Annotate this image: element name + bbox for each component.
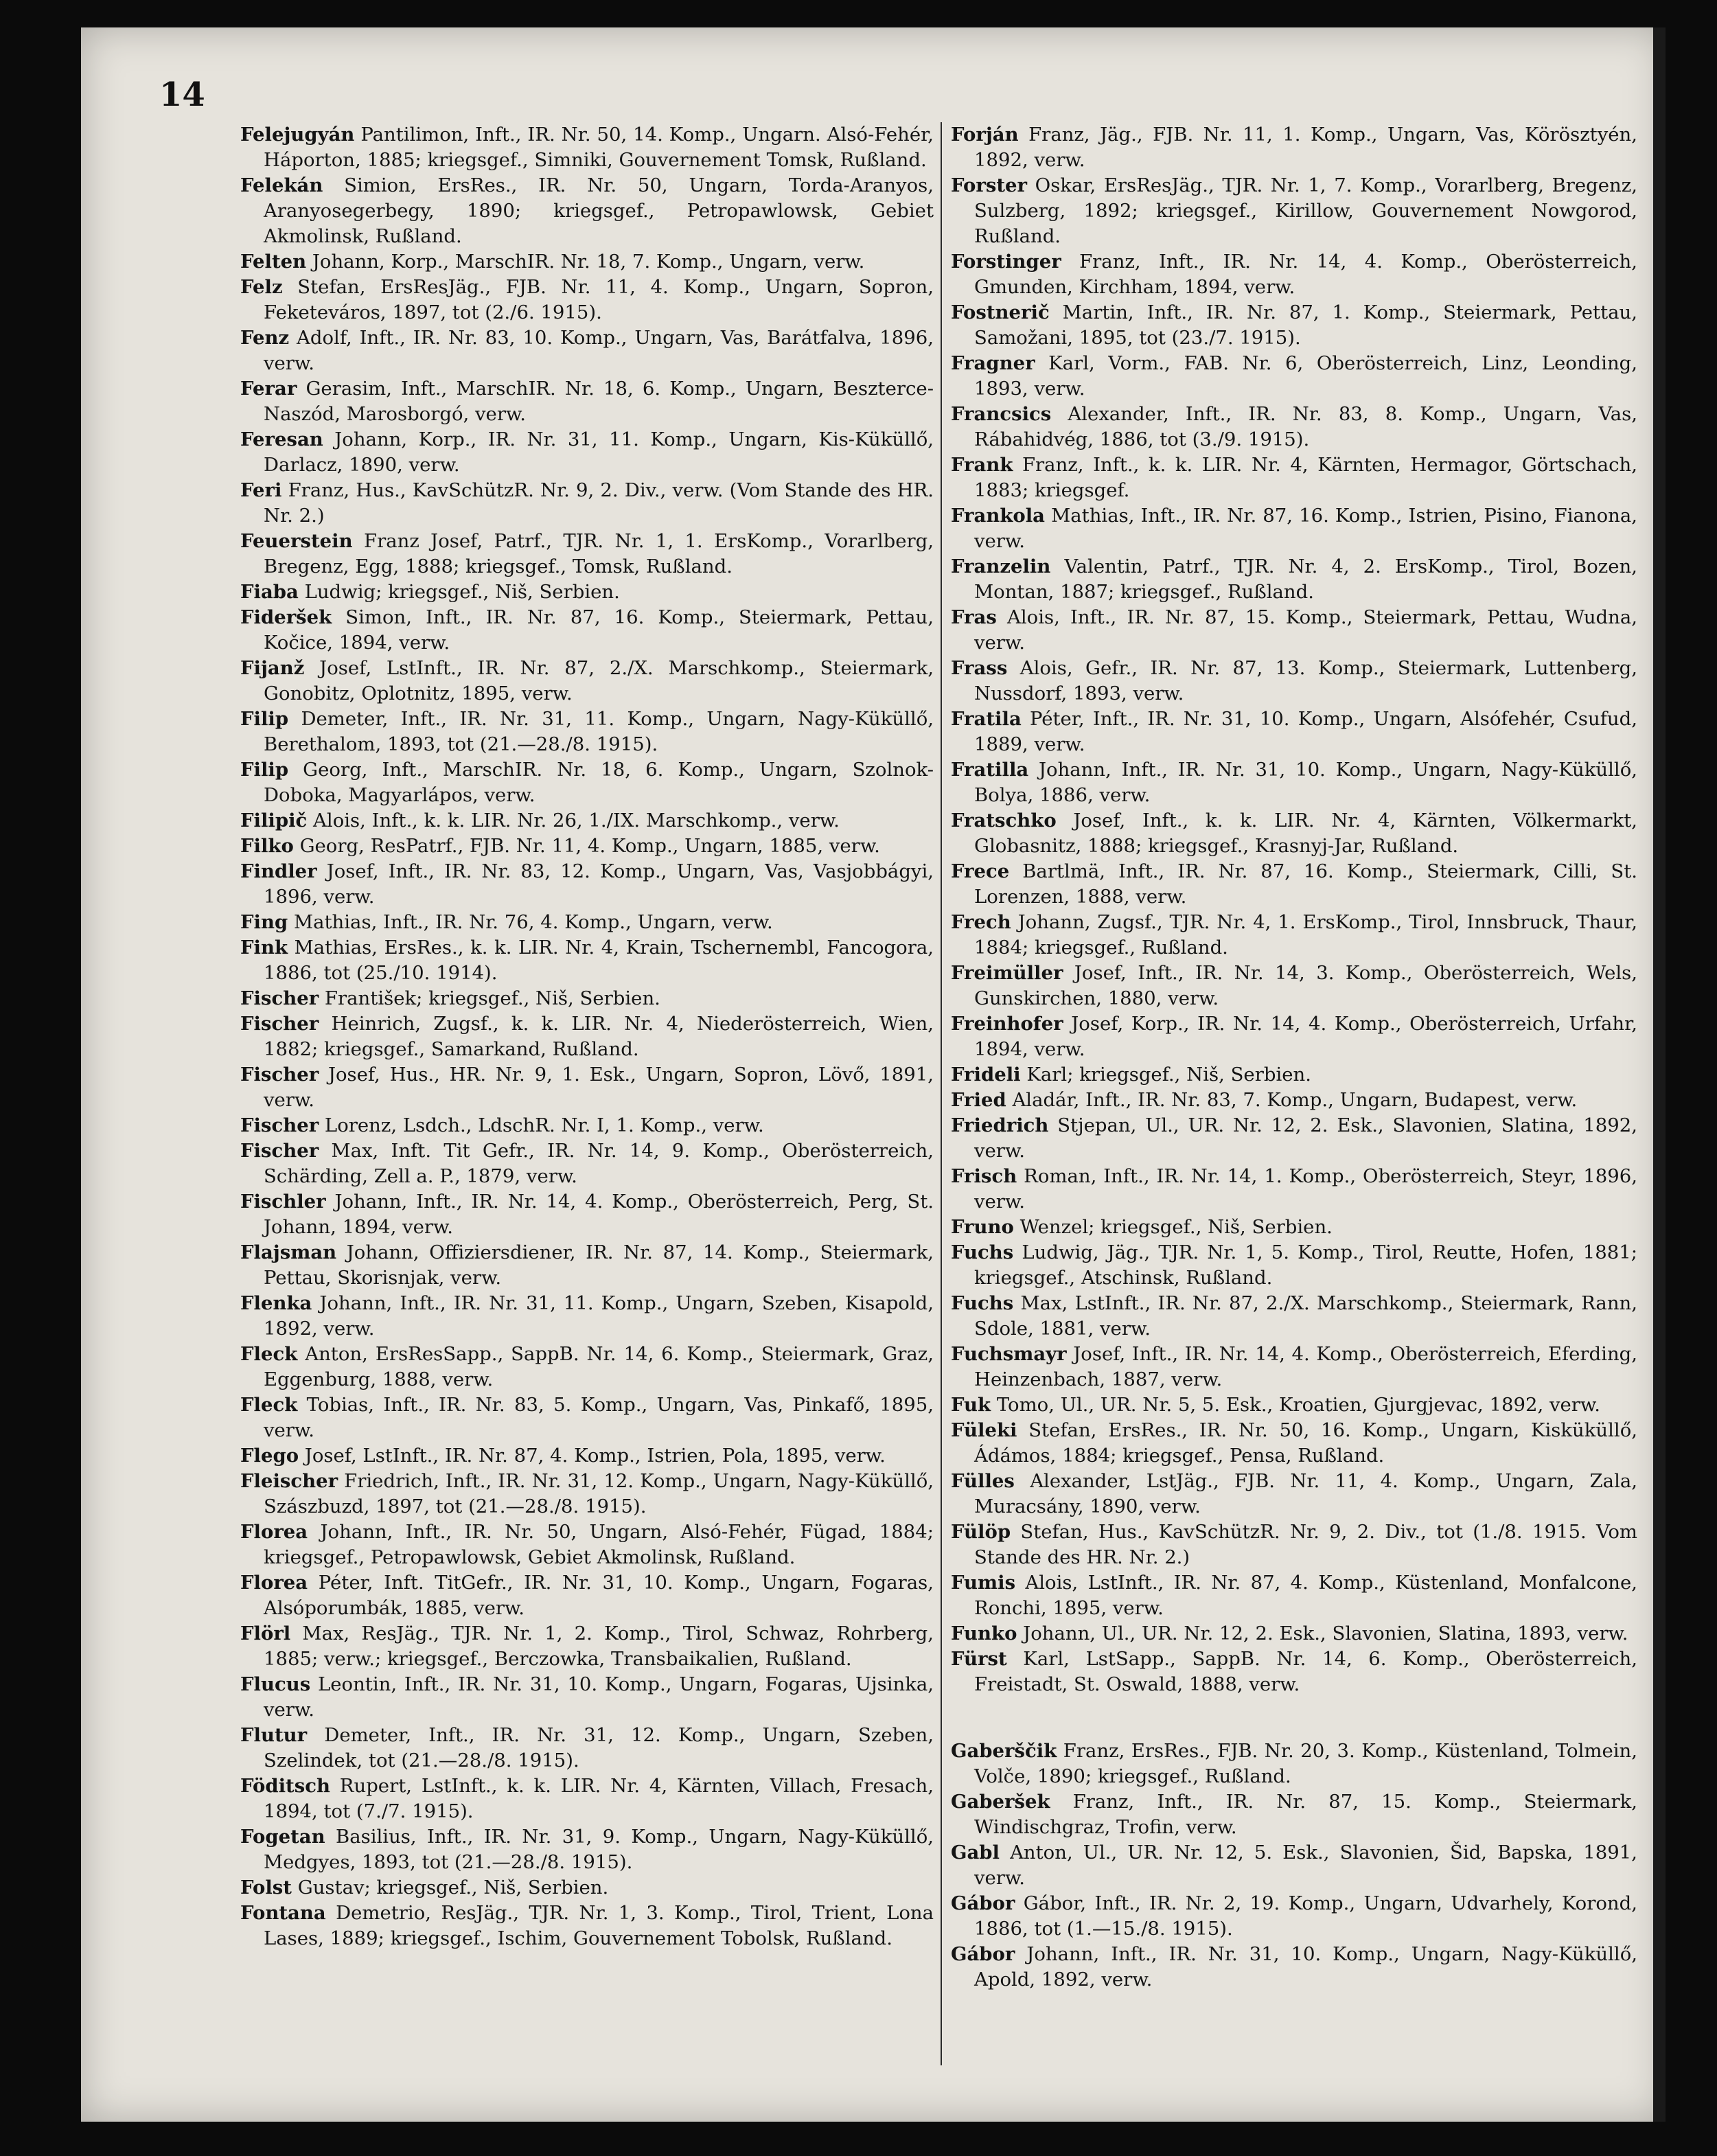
register-entry (951, 1469, 1637, 1519)
register-entry (951, 1240, 1637, 1291)
entry-details: Franz, ErsRes., FJB. Nr. 20, 3. Komp., Küstenland, Tolmein, Volče, 1890; kriegsgef., Rußland. (974, 1740, 1637, 1787)
entry-details: Johann, Korp., MarschIR. Nr. 18, 7. Komp., Ungarn, verw. (306, 251, 865, 273)
register-entry (240, 1901, 934, 1951)
register-entry (951, 1840, 1637, 1891)
entry-details: Alexander, LstJäg., FJB. Nr. 11, 4. Komp., Ungarn, Zala, Muracsány, 1890, verw. (974, 1470, 1637, 1517)
register-entry (240, 834, 934, 859)
entry-details: Gábor, Inft., IR. Nr. 2, 19. Komp., Ungarn, Udvarhely, Korond, 1886, tot (1.—15./8. 1915). (974, 1892, 1637, 1940)
entry-details: Basilius, Inft., IR. Nr. 31, 9. Komp., Ungarn, Nagy-Küküllő, Medgyes, 1893, tot (21.—28./8. 1915). (264, 1826, 934, 1873)
entry-surname: Frank (951, 454, 1013, 476)
entry-details: Josef, LstInft., IR. Nr. 87, 4. Komp., Istrien, Pola, 1895, verw. (299, 1445, 886, 1467)
entry-details: Johann, Inft., IR. Nr. 14, 4. Komp., Oberösterreich, Perg, St. Johann, 1894, verw. (264, 1191, 934, 1238)
register-entry (240, 427, 934, 478)
entry-surname: Fischer (240, 1114, 319, 1136)
register-entry (951, 1342, 1637, 1392)
entry-surname: Fuchs (951, 1241, 1014, 1263)
register-entry (240, 478, 934, 529)
register-entry (951, 1418, 1637, 1469)
entry-details: Mathias, Inft., IR. Nr. 87, 16. Komp., Istrien, Pisino, Fianona, verw. (974, 505, 1637, 552)
register-entry (951, 351, 1637, 402)
register-entry (240, 1875, 934, 1901)
register-entry (240, 859, 934, 910)
register-entry (240, 275, 934, 325)
register-entry (240, 1240, 934, 1291)
register-entry (240, 910, 934, 935)
register-entry (240, 1011, 934, 1062)
entry-details: Franz, Hus., KavSchützR. Nr. 9, 2. Div., verw. (Vom Stande des HR. Nr. 2.) (264, 479, 934, 527)
entry-details: Heinrich, Zugsf., k. k. LIR. Nr. 4, Niederösterreich, Wien, 1882; kriegsgef., Samarkand, Rußland. (264, 1013, 934, 1060)
entry-details: František; kriegsgef., Niš, Serbien. (319, 987, 660, 1009)
entry-surname: Frass (951, 657, 1008, 679)
register-entry (240, 808, 934, 834)
register-entry (951, 1570, 1637, 1621)
register-entry (240, 605, 934, 656)
register-entry (240, 1774, 934, 1824)
entry-details: Franz Josef, Patrf., TJR. Nr. 1, 1. ErsKomp., Vorarlberg, Bregenz, Egg, 1888; kriegsgef., Tomsk, Rußland. (264, 530, 934, 577)
entry-surname: Filipič (240, 810, 308, 832)
entry-surname: Filip (240, 708, 289, 730)
register-entry (951, 1891, 1637, 1942)
entry-details: Josef, Korp., IR. Nr. 14, 4. Komp., Oberösterreich, Urfahr, 1894, verw. (974, 1013, 1637, 1060)
entry-details: Josef, Inft., k. k. LIR. Nr. 4, Kärnten, Völkermarkt, Globasnitz, 1888; kriegsgef., Krasnyj-Jar, Rußland. (974, 810, 1637, 857)
entry-details: Alexander, Inft., IR. Nr. 83, 8. Komp., Ungarn, Vas, Rábahidvég, 1886, tot (3./9. 1915). (974, 403, 1637, 450)
register-entry (240, 1469, 934, 1519)
register-entry (240, 1189, 934, 1240)
entry-details: Adolf, Inft., IR. Nr. 83, 10. Komp., Ungarn, Vas, Barátfalva, 1896, verw. (264, 327, 934, 374)
entry-details: Alois, Inft., k. k. LIR. Nr. 26, 1./IX. Marschkomp., verw. (307, 810, 840, 832)
entry-details: Johann, Inft., IR. Nr. 31, 11. Komp., Ungarn, Szeben, Kisapold, 1892, verw. (264, 1292, 934, 1340)
entry-surname: Flenka (240, 1292, 312, 1314)
entry-surname: Felten (240, 251, 307, 273)
entry-details: Stefan, ErsResJäg., FJB. Nr. 11, 4. Komp., Ungarn, Sopron, Feketeváros, 1897, tot (2./6. 1915). (264, 276, 934, 323)
entry-details: Ludwig, Jäg., TJR. Nr. 1, 5. Komp., Tirol, Reutte, Hofen, 1881; kriegsgef., Atschinsk, Rußland. (974, 1241, 1637, 1289)
entry-details: Gerasim, Inft., MarschIR. Nr. 18, 6. Komp., Ungarn, Beszterce-Naszód, Marosborgó, verw. (264, 378, 934, 425)
entry-surname: Gábor (951, 1943, 1015, 1965)
entry-surname: Gabl (951, 1842, 1000, 1863)
entry-surname: Fried (951, 1089, 1006, 1111)
register-entry (951, 1519, 1637, 1570)
entry-surname: Flajsman (240, 1241, 337, 1263)
entry-surname: Folst (240, 1877, 292, 1899)
register-entry (240, 1342, 934, 1392)
entry-surname: Fischer (240, 987, 319, 1009)
column-divider (941, 122, 942, 2065)
entry-surname: Francsics (951, 403, 1052, 425)
entry-surname: Frece (951, 860, 1010, 882)
entry-surname: Frankola (951, 505, 1046, 527)
entry-details: Péter, Inft. TitGefr., IR. Nr. 31, 10. Komp., Ungarn, Fogaras, Alsóporumbák, 1885, verw. (264, 1572, 934, 1619)
entry-details: Johann, Ul., UR. Nr. 12, 2. Esk., Slavonien, Slatina, 1893, verw. (1017, 1622, 1628, 1644)
register-entry (951, 1062, 1637, 1088)
entry-details: Martin, Inft., IR. Nr. 87, 1. Komp., Steiermark, Pettau, Samožani, 1895, tot (23./7. 1915). (974, 301, 1637, 349)
entry-details: Wenzel; kriegsgef., Niš, Serbien. (1013, 1216, 1333, 1238)
entry-surname: Fontana (240, 1902, 326, 1924)
register-entry (240, 1291, 934, 1342)
register-entry (240, 935, 934, 986)
entry-details: Josef, Inft., IR. Nr. 14, 3. Komp., Oberösterreich, Wels, Gunskirchen, 1880, verw. (974, 962, 1637, 1009)
entry-surname: Fleck (240, 1343, 298, 1365)
register-entry (951, 452, 1637, 503)
entry-surname: Fing (240, 911, 288, 933)
entry-surname: Fragner (951, 352, 1035, 374)
entry-surname: Funko (951, 1622, 1017, 1644)
register-entry (240, 580, 934, 605)
entry-surname: Fratschko (951, 810, 1057, 832)
entry-surname: Filko (240, 835, 294, 857)
register-entry (240, 1570, 934, 1621)
register-entry (240, 1443, 934, 1469)
entry-details: Franz, Jäg., FJB. Nr. 11, 1. Komp., Ungarn, Vas, Körösztyén, 1892, verw. (974, 124, 1637, 171)
register-entry (951, 707, 1637, 757)
entry-details: Karl, LstSapp., SappB. Nr. 14, 6. Komp., Oberösterreich, Freistadt, St. Oswald, 1888, verw. (974, 1648, 1637, 1695)
entry-details: Johann, Inft., IR. Nr. 31, 10. Komp., Ungarn, Nagy-Küküllő, Apold, 1892, verw. (974, 1943, 1637, 1991)
entry-surname: Findler (240, 860, 317, 882)
register-entry (951, 1291, 1637, 1342)
register-entry (240, 1138, 934, 1189)
register-entry (951, 122, 1637, 173)
entry-details: Stefan, ErsRes., IR. Nr. 50, 16. Komp., Ungarn, Kisküküllő, Ádámos, 1884; kriegsgef., Pensa, Rußland. (974, 1419, 1637, 1467)
entry-surname: Fülles (951, 1470, 1015, 1492)
entry-surname: Freinhofer (951, 1013, 1063, 1035)
entry-details: Lorenz, Lsdch., LdschR. Nr. I, 1. Komp., verw. (319, 1114, 764, 1136)
entry-surname: Florea (240, 1572, 308, 1594)
entry-details: Josef, Inft., IR. Nr. 14, 4. Komp., Oberösterreich, Eferding, Heinzenbach, 1887, verw. (974, 1343, 1637, 1390)
entry-details: Simion, ErsRes., IR. Nr. 50, Ungarn, Torda-Aranyos, Aranyosegerbegy, 1890; kriegsgef., Petropawlowsk, Gebiet Akmolinsk, Rußland. (264, 174, 934, 247)
entry-surname: Feri (240, 479, 282, 501)
entry-details: Alois, Inft., IR. Nr. 87, 15. Komp., Steiermark, Pettau, Wudna, verw. (974, 606, 1637, 654)
entry-details: Rupert, LstInft., k. k. LIR. Nr. 4, Kärnten, Villach, Fresach, 1894, tot (7./7. 1915). (264, 1775, 934, 1822)
register-entry (951, 1113, 1637, 1164)
register-entry (240, 986, 934, 1011)
entry-surname: Frideli (951, 1064, 1021, 1086)
entry-surname: Felekán (240, 174, 323, 196)
register-entry (240, 249, 934, 275)
entry-surname: Fleischer (240, 1470, 338, 1492)
entry-surname: Frisch (951, 1165, 1017, 1187)
entry-surname: Fijanž (240, 657, 305, 679)
entry-surname: Fogetan (240, 1826, 325, 1848)
entry-details: Ludwig; kriegsgef., Niš, Serbien. (298, 581, 620, 603)
entry-details: Johann, Zugsf., TJR. Nr. 4, 1. ErsKomp., Tirol, Innsbruck, Thaur, 1884; kriegsgef., Rußland. (974, 911, 1637, 959)
entry-surname: Friedrich (951, 1114, 1049, 1136)
page-number: 14 (159, 76, 205, 114)
register-entry (240, 1113, 934, 1138)
entry-surname: Fischler (240, 1191, 326, 1213)
entry-details: Péter, Inft., IR. Nr. 31, 10. Komp., Ungarn, Alsófehér, Csufud, 1889, verw. (974, 708, 1637, 755)
entry-surname: Freimüller (951, 962, 1063, 984)
entry-details: Johann, Offiziersdiener, IR. Nr. 87, 14. Komp., Steiermark, Pettau, Skorisnjak, verw. (264, 1241, 934, 1289)
register-entry (951, 402, 1637, 452)
entry-surname: Fratila (951, 708, 1022, 730)
entry-details: Oskar, ErsResJäg., TJR. Nr. 1, 7. Komp., Vorarlberg, Bregenz, Sulzberg, 1892; kriegsgef., Kirillow, Gouvernement Nowgorod, Rußland. (974, 174, 1637, 247)
register-entry (951, 757, 1637, 808)
entry-details: Karl; kriegsgef., Niš, Serbien. (1020, 1064, 1311, 1086)
entry-surname: Franzelin (951, 555, 1051, 577)
entry-surname: Fink (240, 937, 288, 959)
register-entry (951, 656, 1637, 707)
entry-surname: Füleki (951, 1419, 1017, 1441)
entry-surname: Forstinger (951, 251, 1061, 273)
entry-details: Gustav; kriegsgef., Niš, Serbien. (292, 1877, 609, 1899)
entry-details: Karl, Vorm., FAB. Nr. 6, Oberösterreich, Linz, Leonding, 1893, verw. (974, 352, 1637, 400)
register-entry (951, 300, 1637, 351)
register-entry (240, 656, 934, 707)
entry-surname: Fuchs (951, 1292, 1014, 1314)
entry-details: Roman, Inft., IR. Nr. 14, 1. Komp., Oberösterreich, Steyr, 1896, verw. (974, 1165, 1637, 1213)
entry-details: Valentin, Patrf., TJR. Nr. 4, 2. ErsKomp., Tirol, Bozen, Montan, 1887; kriegsgef., Rußland. (974, 555, 1637, 603)
entry-details: Anton, ErsResSapp., SappB. Nr. 14, 6. Komp., Steiermark, Graz, Eggenburg, 1888, verw. (264, 1343, 934, 1390)
entry-surname: Flucus (240, 1673, 311, 1695)
entry-details: Johann, Inft., IR. Nr. 31, 10. Komp., Ungarn, Nagy-Küküllő, Bolya, 1886, verw. (974, 759, 1637, 806)
entry-surname: Flego (240, 1445, 299, 1467)
register-entry (240, 122, 934, 173)
left-column (240, 122, 934, 1951)
register-entry (951, 1215, 1637, 1240)
entry-details: Mathias, ErsRes., k. k. LIR. Nr. 4, Krain, Tschernembl, Fancogora, 1886, tot (25./10. 1914). (264, 937, 934, 984)
entry-details: Demeter, Inft., IR. Nr. 31, 12. Komp., Ungarn, Szeben, Szelindek, tot (21.—28./8. 1915). (264, 1724, 934, 1771)
register-entry (951, 1088, 1637, 1113)
register-entry (951, 1621, 1637, 1647)
register-entry (240, 1723, 934, 1774)
entry-surname: Fürst (951, 1648, 1007, 1670)
register-entry (951, 1647, 1637, 1697)
register-entry (240, 529, 934, 580)
register-entry (951, 859, 1637, 910)
entry-surname: Gaberšek (951, 1791, 1050, 1813)
entry-details: Max, Inft. Tit Gefr., IR. Nr. 14, 9. Komp., Oberösterreich, Schärding, Zell a. P., 1879, verw. (264, 1140, 934, 1187)
entry-surname: Fostnerič (951, 301, 1050, 323)
entry-surname: Föditsch (240, 1775, 330, 1797)
register-entry (951, 173, 1637, 249)
register-entry (951, 249, 1637, 300)
entry-details: Franz, Inft., IR. Nr. 14, 4. Komp., Oberösterreich, Gmunden, Kirchham, 1894, verw. (974, 251, 1637, 298)
entry-surname: Fischer (240, 1140, 319, 1162)
entry-surname: Feresan (240, 428, 323, 450)
entry-details: Josef, Hus., HR. Nr. 9, 1. Esk., Ungarn, Sopron, Lövő, 1891, verw. (264, 1064, 934, 1111)
entry-details: Bartlmä, Inft., IR. Nr. 87, 16. Komp., Steiermark, Cilli, St. Lorenzen, 1888, verw. (974, 860, 1637, 908)
register-entry (240, 325, 934, 376)
entry-surname: Filip (240, 759, 289, 781)
entry-details: Max, LstInft., IR. Nr. 87, 2./X. Marschkomp., Steiermark, Rann, Sdole, 1881, verw. (974, 1292, 1637, 1340)
register-entry (951, 961, 1637, 1011)
register-entry (240, 1824, 934, 1875)
register-entry (240, 376, 934, 427)
entry-details: Johann, Inft., IR. Nr. 50, Ungarn, Alsó-Fehér, Fügad, 1884; kriegsgef., Petropawlowsk, Gebiet Akmolinsk, Rußland. (264, 1521, 934, 1568)
entry-surname: Fumis (951, 1572, 1016, 1594)
entry-surname: Fideršek (240, 606, 332, 628)
entry-details: Anton, Ul., UR. Nr. 12, 5. Esk., Slavonien, Šid, Bapska, 1891, verw. (974, 1842, 1637, 1889)
entry-surname: Fischer (240, 1064, 319, 1086)
register-entry (240, 1392, 934, 1443)
entry-surname: Fenz (240, 327, 290, 349)
entry-details: Georg, Inft., MarschIR. Nr. 18, 6. Komp., Ungarn, Szolnok-Doboka, Magyarlápos, verw. (264, 759, 934, 806)
register-entry (951, 910, 1637, 961)
entry-surname: Feuerstein (240, 530, 353, 552)
register-entry (951, 1011, 1637, 1062)
register-entry (951, 503, 1637, 554)
register-entry (951, 808, 1637, 859)
entry-details: Demetrio, ResJäg., TJR. Nr. 1, 3. Komp., Tirol, Trient, Lona Lases, 1889; kriegsgef., Ischim, Gouvernement Tobolsk, Rußland. (264, 1902, 934, 1949)
entry-details: Mathias, Inft., IR. Nr. 76, 4. Komp., Ungarn, verw. (288, 911, 773, 933)
register-entry (951, 605, 1637, 656)
entry-surname: Frech (951, 911, 1011, 933)
register-entry (951, 1392, 1637, 1418)
entry-details: Tobias, Inft., IR. Nr. 83, 5. Komp., Ungarn, Vas, Pinkafő, 1895, verw. (264, 1394, 934, 1441)
entry-surname: Gaberščik (951, 1740, 1057, 1762)
entry-surname: Fischer (240, 1013, 319, 1035)
register-entry (951, 554, 1637, 605)
entry-details: Alois, Gefr., IR. Nr. 87, 13. Komp., Steiermark, Luttenberg, Nussdorf, 1893, verw. (974, 657, 1637, 704)
entry-details: Tomo, Ul., UR. Nr. 5, 5. Esk., Kroatien, Gjurgjevac, 1892, verw. (991, 1394, 1600, 1416)
register-entry (240, 1062, 934, 1113)
register-entry (240, 1672, 934, 1723)
entry-details: Josef, LstInft., IR. Nr. 87, 2./X. Marschkomp., Steiermark, Gonobitz, Oplotnitz, 1895, verw. (264, 657, 934, 704)
entry-surname: Florea (240, 1521, 308, 1543)
page-edge-shadow (1653, 27, 1666, 2122)
entry-details: Aladár, Inft., IR. Nr. 83, 7. Komp., Ungarn, Budapest, verw. (1006, 1089, 1578, 1111)
register-entry (240, 707, 934, 757)
entry-surname: Felz (240, 276, 283, 298)
entry-details: Pantilimon, Inft., IR. Nr. 50, 14. Komp., Ungarn. Alsó-Fehér, Háporton, 1885; kriegsgef., Simniki, Gouvernement Tomsk, Rußland. (264, 124, 934, 171)
register-entry (951, 1739, 1637, 1789)
entry-surname: Fleck (240, 1394, 298, 1416)
register-entry (240, 1621, 934, 1672)
entry-details: Johann, Korp., IR. Nr. 31, 11. Komp., Ungarn, Kis-Küküllő, Darlacz, 1890, verw. (264, 428, 934, 476)
entry-surname: Gábor (951, 1892, 1015, 1914)
entry-surname: Ferar (240, 378, 297, 400)
register-entry (240, 757, 934, 808)
entry-details: Max, ResJäg., TJR. Nr. 1, 2. Komp., Tirol, Schwaz, Rohrberg, 1885; verw.; kriegsgef., Berczowka, Transbaikalien, Rußland. (264, 1622, 934, 1670)
register-entry (951, 1164, 1637, 1215)
entry-surname: Flutur (240, 1724, 308, 1746)
register-entry (240, 173, 934, 249)
entry-surname: Flörl (240, 1622, 291, 1644)
entry-details: Georg, ResPatrf., FJB. Nr. 11, 4. Komp., Ungarn, 1885, verw. (293, 835, 880, 857)
register-entry (240, 1519, 934, 1570)
right-column (951, 122, 1637, 1993)
entry-details: Friedrich, Inft., IR. Nr. 31, 12. Komp., Ungarn, Nagy-Küküllő, Szászbuzd, 1897, tot (21.—28./8. 1915). (264, 1470, 934, 1517)
entry-surname: Fuk (951, 1394, 991, 1416)
entry-details: Demeter, Inft., IR. Nr. 31, 11. Komp., Ungarn, Nagy-Küküllő, Berethalom, 1893, tot (21.—28./8. 1915). (264, 708, 934, 755)
entry-surname: Fülöp (951, 1521, 1011, 1543)
entry-surname: Fras (951, 606, 997, 628)
entry-surname: Fratilla (951, 759, 1029, 781)
entry-surname: Forster (951, 174, 1028, 196)
entry-details: Stefan, Hus., KavSchützR. Nr. 9, 2. Div., tot (1./8. 1915. Vom Stande des HR. Nr. 2.) (974, 1521, 1637, 1568)
entry-details: Franz, Inft., IR. Nr. 87, 15. Komp., Steiermark, Windischgraz, Trofin, verw. (974, 1791, 1637, 1838)
entry-details: Alois, LstInft., IR. Nr. 87, 4. Komp., Küstenland, Monfalcone, Ronchi, 1895, verw. (974, 1572, 1637, 1619)
register-entry (951, 1789, 1637, 1840)
entry-surname: Forján (951, 124, 1019, 146)
entry-surname: Fiaba (240, 581, 299, 603)
entry-details: Stjepan, Ul., UR. Nr. 12, 2. Esk., Slavonien, Slatina, 1892, verw. (974, 1114, 1637, 1162)
entry-details: Leontin, Inft., IR. Nr. 31, 10. Komp., Ungarn, Fogaras, Ujsinka, verw. (264, 1673, 934, 1721)
register-entry (951, 1942, 1637, 1993)
entry-details: Josef, Inft., IR. Nr. 83, 12. Komp., Ungarn, Vas, Vasjobbágyi, 1896, verw. (264, 860, 934, 908)
entry-surname: Fuchsmayr (951, 1343, 1067, 1365)
entry-surname: Felejugyán (240, 124, 355, 146)
entry-details: Simon, Inft., IR. Nr. 87, 16. Komp., Steiermark, Pettau, Kočice, 1894, verw. (264, 606, 934, 654)
entry-details: Franz, Inft., k. k. LIR. Nr. 4, Kärnten, Hermagor, Görtschach, 1883; kriegsgef. (974, 454, 1637, 501)
entry-surname: Fruno (951, 1216, 1014, 1238)
